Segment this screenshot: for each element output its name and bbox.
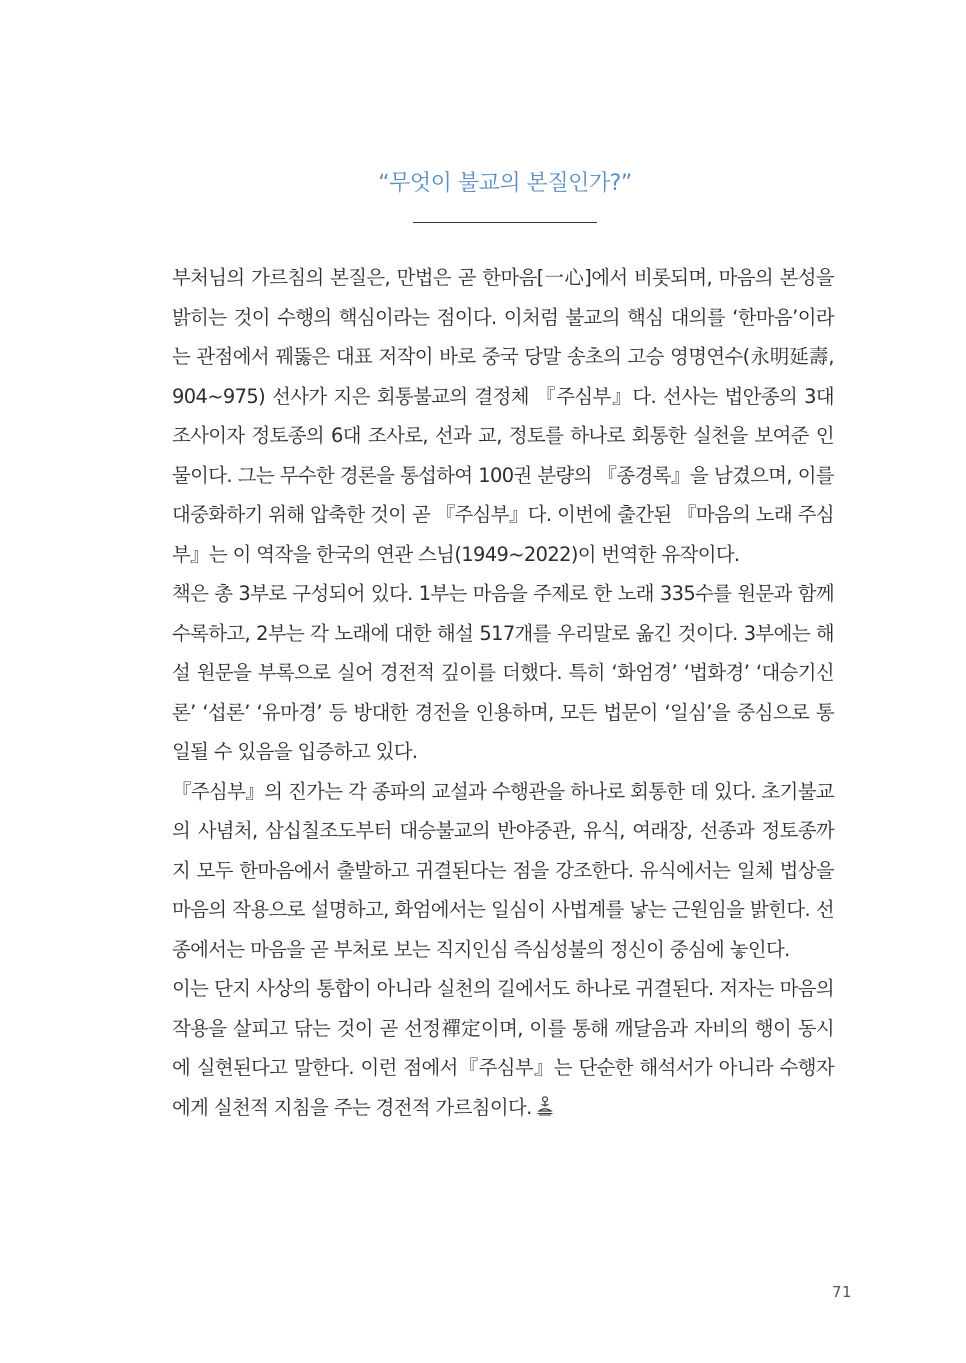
paragraph-4 xyxy=(172,969,834,1129)
paragraph-3: 『주심부』의 진가는 각 종파의 교설과 수행관을 하나로 회통한 데 있다. 초기불교의 사념처, 삼십칠조도부터 대승불교의 반야중관, 유식, 여래장, 선종과 정토종까지 모두 한마음에서 출발하고 귀결된다는 점을 강조한다. 유식에서는 일체 법상을 마음의 작용으로 설명하고, 화엄에서는 일심이 사법계를 낳는 근원임을 밝힌다. 선종에서는 마음을 곧 부처로 보는 직지인심 즉심성불의 정신이 중심에 놓인다. xyxy=(172,779,834,961)
paragraph-1: 부처님의 가르침의 본질은, 만법은 곧 한마음[一心]에서 비롯되며, 마음의 본성을 밝히는 것이 수행의 핵심이라는 점이다. 이처럼 불교의 핵심 대의를 ‘한마음’이라는 관점에서 꿰뚫은 대표 저작이 바로 중국 당말 송초의 고승 영명연수(永明延壽, 904~975) 선사가 지은 회통불교의 결정체 『주심부』다. 선사는 법안종의 3대 조사이자 정토종의 6대 조사로, 선과 교, 정토를 하나로 회통한 실천을 보여준 인물이다. 그는 무수한 경론을 통섭하여 100권 분량의 『종경록』을 남겼으며, 이를 대중화하기 위해 압축한 것이 곧 『주심부』다. 이번에 출간된 『마음의 노래 주심부』는 이 역작을 한국의 연관 스님(1949~2022)이 번역한 유작이다. xyxy=(172,266,834,566)
article-title: “무엇이 불교의 본질인가?” xyxy=(378,171,632,196)
title-divider xyxy=(413,222,597,223)
meditating-figure-icon xyxy=(536,1090,554,1130)
paragraph-2: 책은 총 3부로 구성되어 있다. 1부는 마음을 주제로 한 노래 335수를 원문과 함께 수록하고, 2부는 각 노래에 대한 해설 517개를 우리말로 옮긴 것이다. 3부에는 해설 원문을 부록으로 실어 경전적 깊이를 더했다. 특히 ‘화엄경’ ‘법화경’ ‘대승기신론’ ‘섭론’ ‘유마경’ 등 방대한 경전을 인용하며, 모든 법문이 ‘일심’을 중심으로 통일될 수 있음을 입증하고 있다. xyxy=(172,582,834,763)
paragraph-4-text: 이는 단지 사상의 통합이 아니라 실천의 길에서도 하나로 귀결된다. 저자는 마음의 작용을 살피고 닦는 것이 곧 선정禪定이며, 이를 통해 깨달음과 자비의 행이 동시에 실현된다고 말한다. 이런 점에서『주심부』는 단순한 해석서가 아니라 수행자에게 실천적 지침을 주는 경전적 가르침이다. xyxy=(172,977,834,1119)
page-number: 71 xyxy=(832,1283,853,1301)
article-body xyxy=(172,258,834,1129)
